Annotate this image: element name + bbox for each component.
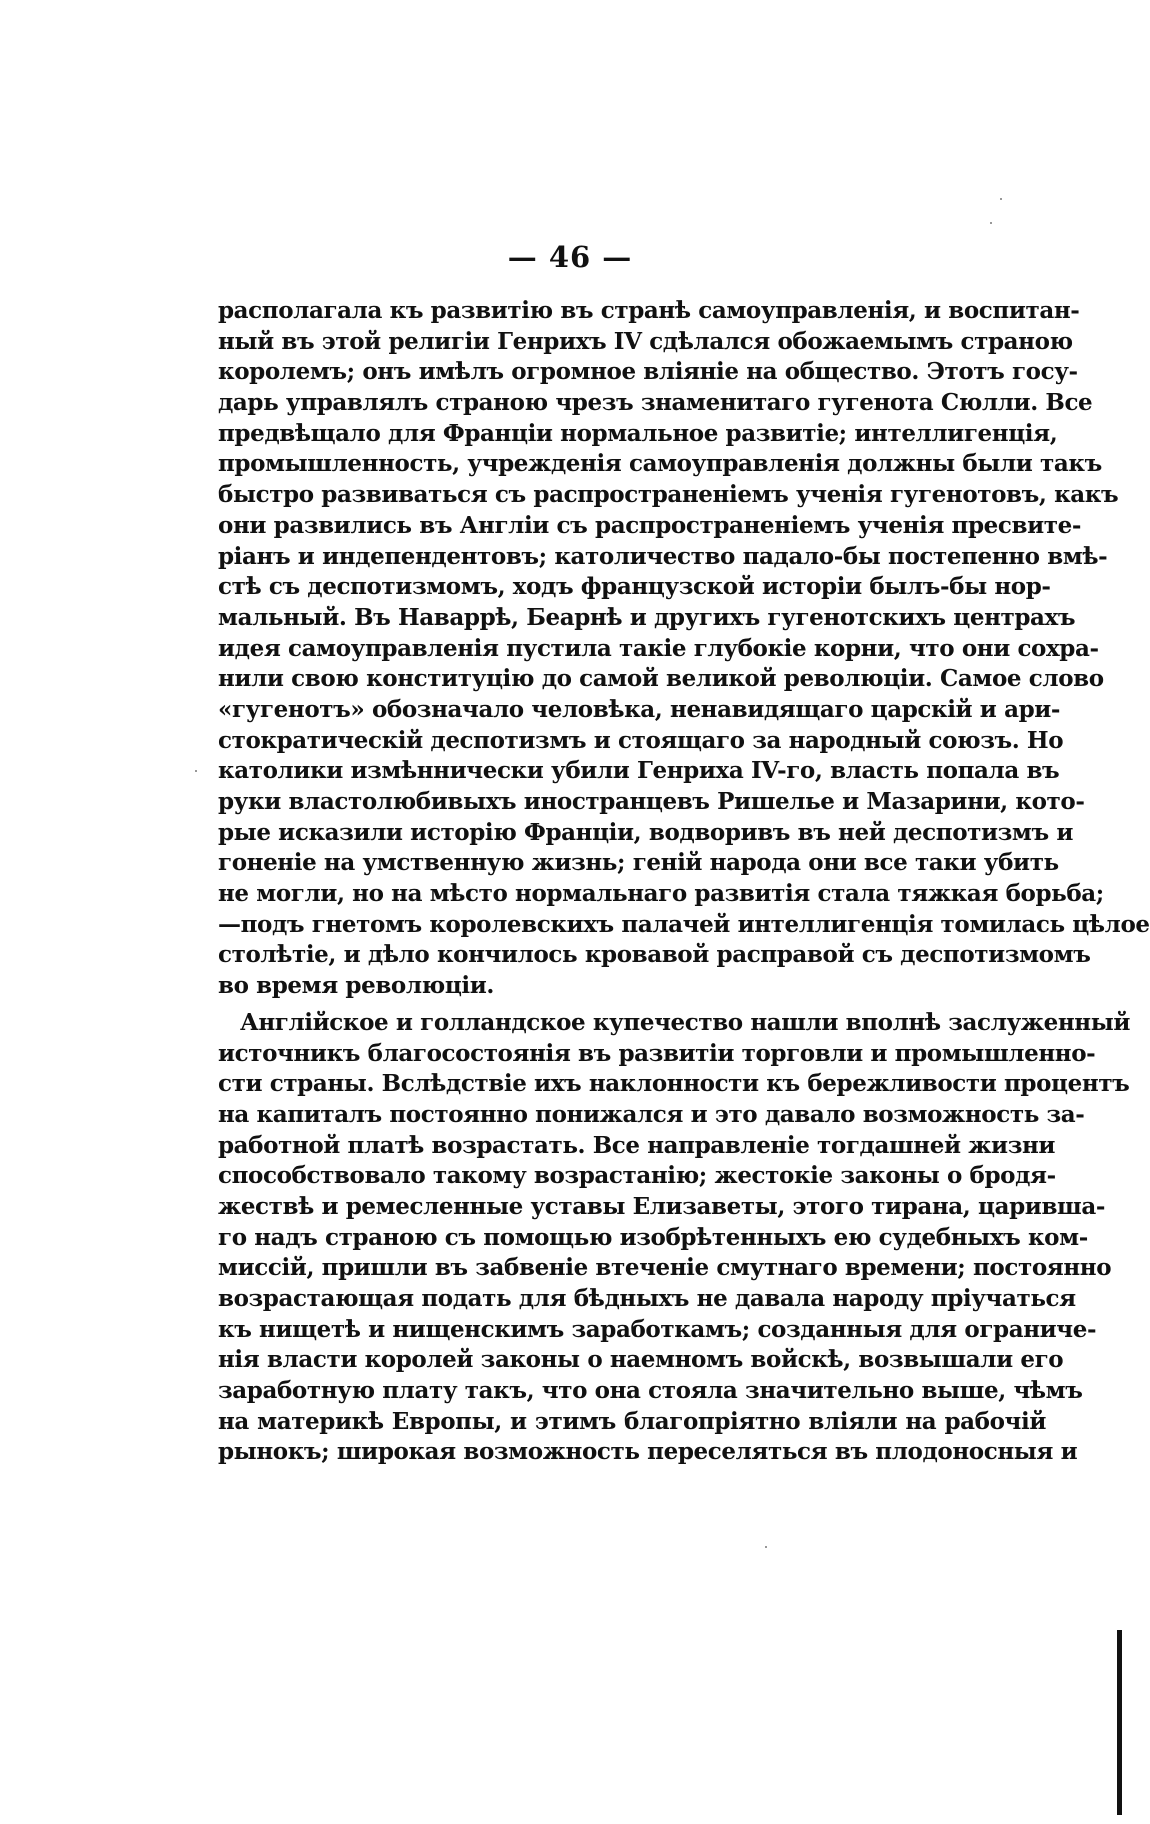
text-line: нили свою конституцію до самой великой революціи. Самое слово — [218, 665, 1104, 693]
text-line: рынокъ; широкая возможность переселяться въ плодоносныя и — [218, 1438, 1078, 1466]
text-line: на материкѣ Европы, и этимъ благопріятно вліяли на рабочій — [218, 1407, 1046, 1435]
text-line: го надъ страною съ помощью изобрѣтенныхъ ею судебныхъ ком- — [218, 1223, 1088, 1251]
text-line: руки властолюбивыхъ иностранцевъ Ришелье и Мазарини, кото- — [218, 788, 1085, 815]
text-line: они развились въ Англіи съ распространеніемъ ученія пресвите- — [218, 511, 1081, 539]
text-line: способствовало такому возрастанію; жестокіе законы о бродя- — [218, 1162, 1056, 1190]
scan-speck — [195, 770, 197, 772]
body-text — [218, 296, 1150, 1468]
text-line: источникъ благосостоянія въ развитіи торговли и промышленно- — [218, 1039, 1096, 1067]
text-line: миссій, пришли въ забвеніе втеченіе смутнаго времени; постоянно — [218, 1254, 1112, 1282]
text-line: работной платѣ возрастать. Все направленіе тогдашней жизни — [218, 1131, 1056, 1159]
text-line: жествѣ и ремесленные уставы Елизаветы, этого тирана, царивша- — [218, 1192, 1106, 1220]
text-line: —подъ гнетомъ королевскихъ палачей интеллигенція томилась цѣлое — [218, 910, 1150, 938]
page-number: — 46 — — [507, 240, 633, 274]
text-line: католики измѣннически убили Генриха IV-го, власть попала въ — [218, 757, 1060, 785]
text-line: къ нищетѣ и нищенскимъ заработкамъ; созданныя для ограниче- — [218, 1315, 1097, 1343]
text-line: заработную плату такъ, что она стояла значительно выше, чѣмъ — [218, 1377, 1083, 1405]
text-line: располагала къ развитію въ странѣ самоуправленія, и воспитан- — [218, 297, 1080, 324]
text-line: королемъ; онъ имѣлъ огромное вліяніе на общество. Этотъ госу- — [218, 358, 1078, 386]
text-line: Англійское и голландское купечество нашли вполнѣ заслуженный — [240, 1008, 1131, 1036]
scan-speck — [1000, 198, 1002, 200]
text-line: «гугенотъ» обозначало человѣка, ненавидящаго царскій и ари- — [218, 695, 1061, 723]
scan-speck — [765, 1546, 767, 1548]
text-line: возрастающая подать для бѣдныхъ не давала народу пріучаться — [218, 1285, 1076, 1312]
paragraph-1 — [218, 296, 1150, 1002]
text-line: предвѣщало для Франціи нормальное развитіе; интеллигенція, — [218, 419, 1058, 447]
text-line: не могли, но на мѣсто нормальнаго развитія стала тяжкая борьба; — [218, 880, 1104, 908]
text-line: во время революціи. — [218, 972, 495, 1000]
text-line: столѣтіе, и дѣло кончилось кровавой расправой съ деспотизмомъ — [218, 941, 1091, 969]
text-line: ріанъ и индепендентовъ; католичество падало-бы постепенно вмѣ- — [218, 542, 1108, 570]
text-line: рые исказили исторію Франціи, водворивъ въ ней деспотизмъ и — [218, 818, 1074, 846]
scan-speck — [990, 222, 992, 224]
text-line: промышленность, учрежденія самоуправленія должны были такъ — [218, 450, 1102, 478]
text-line: стократическій деспотизмъ и стоящаго за народный союзъ. Но — [218, 726, 1064, 754]
text-line: стѣ съ деспотизмомъ, ходъ французской исторіи былъ-бы нор- — [218, 573, 1051, 601]
text-line: сти страны. Вслѣдствіе ихъ наклонности къ бережливости процентъ — [218, 1070, 1130, 1098]
text-line: ный въ этой религіи Генрихъ IV сдѣлался обожаемымъ страною — [218, 327, 1073, 355]
text-line: быстро развиваться съ распространеніемъ ученія гугенотовъ, какъ — [218, 481, 1119, 509]
text-line: идея самоуправленія пустила такіе глубокіе корни, что они сохра- — [218, 634, 1099, 662]
text-line: гоненіе на умственную жизнь; геній народа они все таки убить — [218, 849, 1059, 877]
paragraph-2 — [218, 1008, 1131, 1468]
text-line: нія власти королей законы о наемномъ войскѣ, возвышали его — [218, 1346, 1064, 1374]
text-line: дарь управлялъ страною чрезъ знаменитаго гугенота Сюлли. Все — [218, 389, 1093, 417]
scan-edge-mark — [1117, 1630, 1122, 1815]
text-line: мальный. Въ Наваррѣ, Беарнѣ и другихъ гугенотскихъ центрахъ — [218, 603, 1076, 631]
text-line: на капиталъ постоянно понижался и это давало возможность за- — [218, 1100, 1085, 1128]
